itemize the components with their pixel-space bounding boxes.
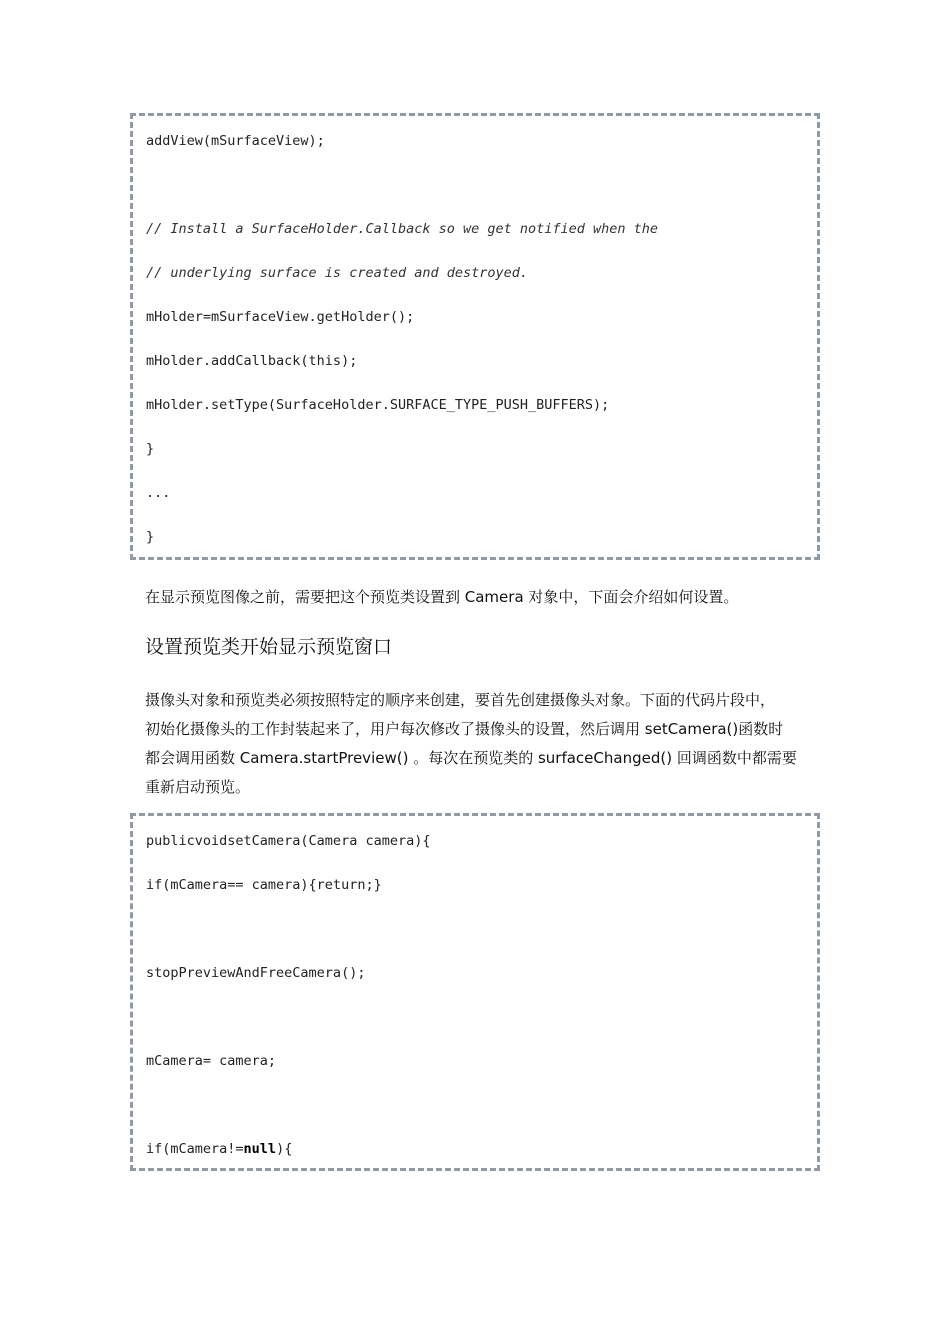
code-line-null-check: [146, 1141, 292, 1157]
code-line: stopPreviewAndFreeCamera();: [146, 965, 366, 981]
code-line: }: [146, 529, 155, 545]
body-paragraph: [145, 690, 813, 802]
code-comment-line: // underlying surface is created and destroyed.: [146, 265, 529, 281]
code-line: mHolder=mSurfaceView.getHolder();: [146, 309, 415, 325]
intro-paragraph: [145, 587, 813, 609]
code-line: mHolder.addCallback(this);: [146, 353, 358, 369]
code-line: }: [146, 441, 155, 457]
code-line: ...: [146, 485, 171, 501]
code-line: publicvoidsetCamera(Camera camera){: [146, 833, 431, 849]
code-text: if(mCamera!=: [146, 1141, 244, 1157]
body-paragraph-line: 摄像头对象和预览类必须按照特定的顺序来创建，要首先创建摄像头对象。下面的代码片段中，: [145, 691, 776, 709]
code-block-2: [130, 813, 820, 1171]
code-comment-line: // Install a SurfaceHolder.Callback so we get notified when the: [146, 221, 659, 237]
code-line: addView(mSurfaceView);: [146, 133, 325, 149]
code-block-1: [130, 113, 820, 560]
intro-paragraph-text: 在显示预览图像之前，需要把这个预览类设置到 Camera 对象中，下面会介绍如何设置。: [145, 588, 739, 606]
code-text: ){: [276, 1141, 293, 1157]
body-paragraph-line: 初始化摄像头的工作封装起来了，用户每次修改了摄像头的设置，然后调用 setCamera()函数时: [145, 720, 784, 738]
section-heading: 设置预览类开始显示预览窗口: [145, 636, 393, 658]
code-line: if(mCamera== camera){return;}: [146, 877, 382, 893]
keyword-null: null: [243, 1141, 277, 1157]
code-line: mHolder.setType(SurfaceHolder.SURFACE_TYPE_PUSH_BUFFERS);: [146, 397, 610, 413]
body-paragraph-line: 重新启动预览。: [145, 778, 251, 796]
code-line: mCamera= camera;: [146, 1053, 277, 1069]
body-paragraph-line: 都会调用函数 Camera.startPreview() 。每次在预览类的 surfaceChanged() 回调函数中都需要: [145, 749, 797, 767]
